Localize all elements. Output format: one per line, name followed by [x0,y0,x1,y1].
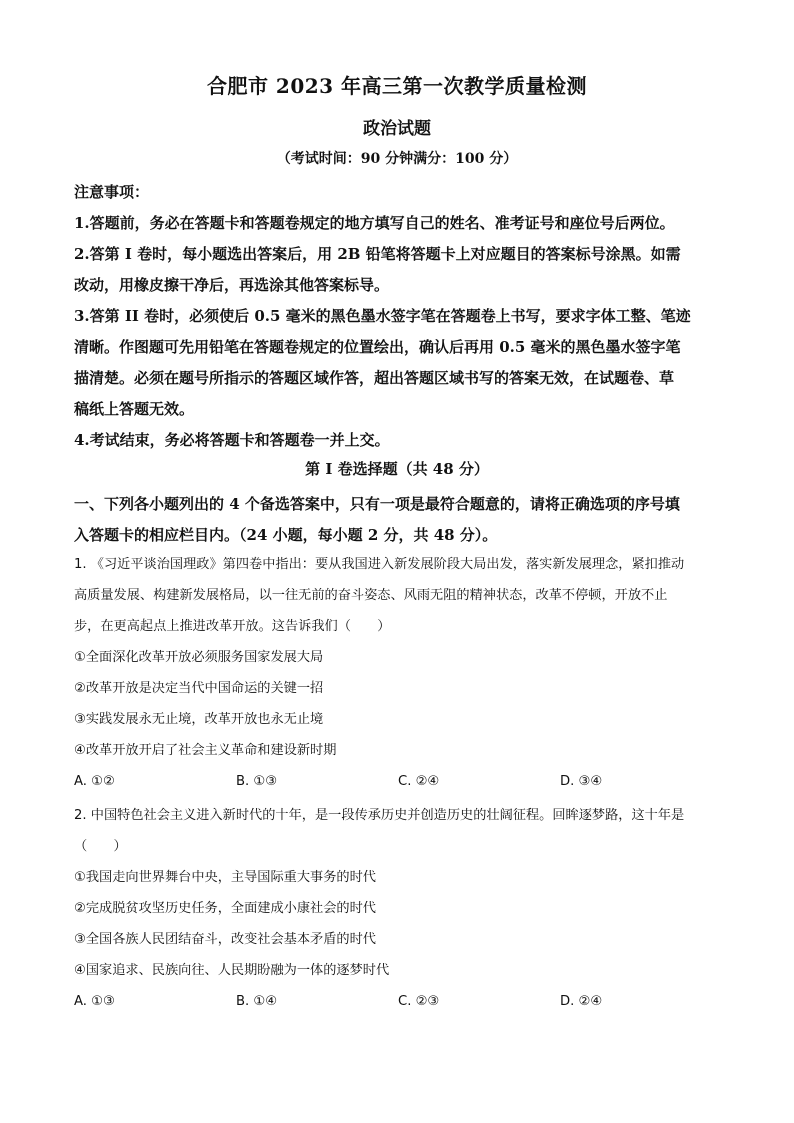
question-stem-line: 步，在更高起点上推进改革开放。这告诉我们（ ） [74,619,391,634]
instruction-line: 一、下列各小题列出的 4 个备选答案中，只有一项是最符合题意的，请将正确选项的序号填 [74,495,680,513]
option-d: D. ③④ [560,774,603,789]
statement-item: ③全国各族人民团结奋斗，改变社会基本矛盾的时代 [74,932,376,947]
question-2 [74,800,724,1017]
section-title: 第 I 卷选择题（共 48 分） [305,460,489,478]
exam-title: 合肥市 2023 年高三第一次教学质量检测 [206,74,588,98]
question-stem-line: 1. 《习近平谈治国理政》第四卷中指出：要从我国进入新发展阶段大局出发，落实新发展理念，紧扣推动 [74,557,685,572]
notice-line: 3.答第 II 卷时，必须使后 0.5 毫米的黑色墨水签字笔在答题卷上书写，要求字体工整、笔迹 [74,307,691,325]
answer-options [74,766,724,797]
question-stem-line: 高质量发展、构建新发展格局，以一往无前的奋斗姿态、风雨无阻的精神状态，改革不停顿，开放不止 [74,588,668,603]
answer-options [74,986,724,1017]
notice-line: 清晰。作图题可先用铅笔在答题卷规定的位置绘出，确认后再用 0.5 毫米的黑色墨水签字笔 [74,338,681,356]
notice-line: 4.考试结束，务必将答题卡和答题卷一并上交。 [74,431,390,449]
option-b: B. ①③ [236,774,278,789]
notice-line: 2.答第 I 卷时，每小题选出答案后，用 2B 铅笔将答题卡上对应题目的答案标号涂黑。如需 [74,245,681,263]
notice-line: 1.答题前，务必在答题卡和答题卷规定的地方填写自己的姓名、准考证号和座位号后两位。 [74,214,675,232]
option-c: C. ②③ [398,994,440,1009]
statement-item: ④改革开放开启了社会主义革命和建设新时期 [74,743,337,758]
notice-line: 描清楚。必须在题号所指示的答题区域作答，超出答题区域书写的答案无效，在试题卷、草 [74,369,675,387]
option-a: A. ①② [74,774,115,789]
notice-heading: 注意事项： [74,183,150,201]
exam-subject: 政治试题 [363,119,431,139]
notice-line: 稿纸上答题无效。 [74,400,195,418]
option-a: A. ①③ [74,994,115,1009]
option-b: B. ①④ [236,994,278,1009]
question-stem-line: 2. 中国特色社会主义进入新时代的十年，是一段传承历史并创造历史的壮阔征程。回眸逐梦路，这十年是 [74,808,685,823]
question-stem-line: （ ） [74,839,127,854]
option-d: D. ②④ [560,994,603,1009]
statement-item: ②完成脱贫攻坚历史任务，全面建成小康社会的时代 [74,901,376,916]
statement-item: ④国家追求、民族向往、人民期盼融为一体的逐梦时代 [74,963,390,978]
statement-item: ①我国走向世界舞台中央，主导国际重大事务的时代 [74,870,376,885]
statement-item: ③实践发展永无止境，改革开放也永无止境 [74,712,324,727]
instruction-line: 入答题卡的相应栏目内。（24 小题，每小题 2 分，共 48 分）。 [74,526,498,544]
statement-item: ②改革开放是决定当代中国命运的关键一招 [74,681,324,696]
statement-item: ①全面深化改革开放必须服务国家发展大局 [74,650,324,665]
section-instructions [74,489,724,551]
notice-section [74,177,724,456]
notice-line: 改动，用橡皮擦干净后，再选涂其他答案标导。 [74,276,390,294]
option-c: C. ②④ [398,774,440,789]
question-1 [74,549,724,797]
exam-time: （考试时间：90 分钟满分：100 分） [276,151,518,167]
